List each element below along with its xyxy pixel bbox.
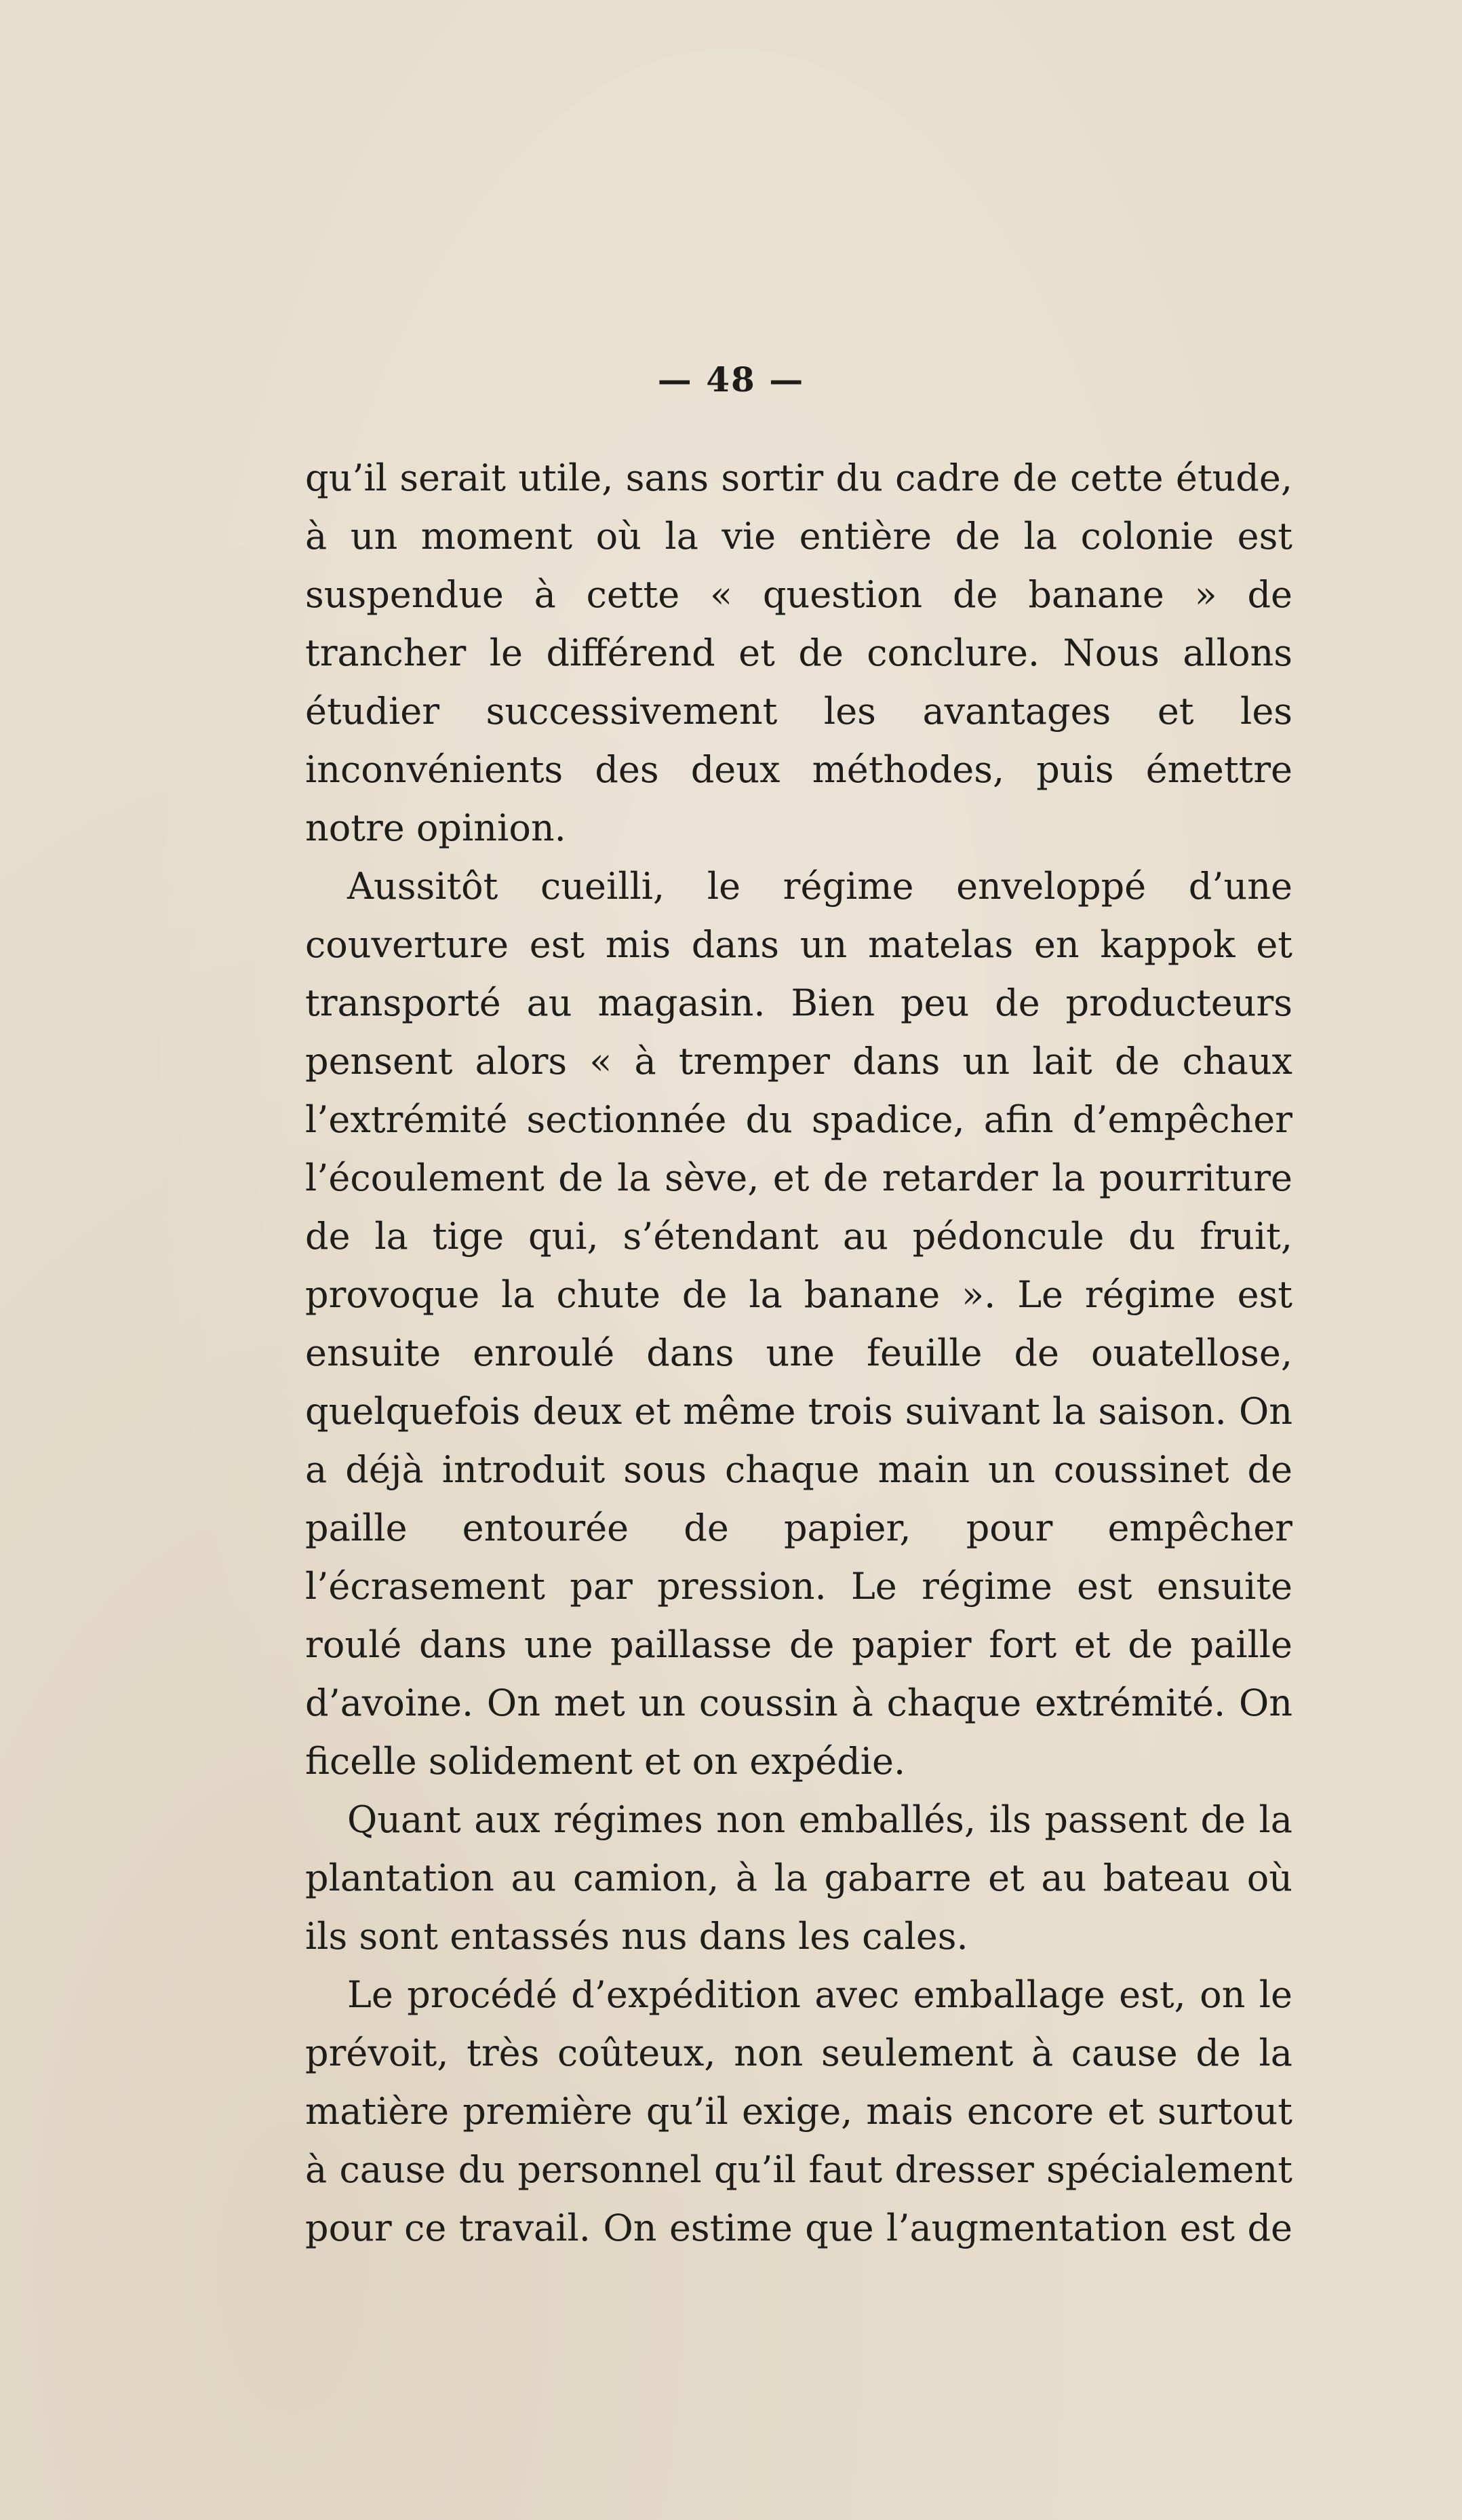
paragraph-1: qu’il serait utile, sans sortir du cadre de cette étude, à un moment où la vie entière de la colonie est suspendue à cette « question de banane » de trancher le différend et de conclure. Nous allons étudier successivement les avantages et les inconvénients des deux méthodes, puis émettre notre opinion. bbox=[305, 457, 1292, 849]
paragraph-2: Aussitôt cueilli, le régime enveloppé d’une couverture est mis dans un matelas en kappok et transporté au magasin. Bien peu de producteurs pensent alors « à tremper dans un lait de chaux l’extrémité sectionnée du spadice, afin d’empêcher l’écoulement de la sève, et de retarder la pourriture de la tige qui, s’étendant au pédoncule du fruit, provoque la chute de la banane ». Le régime est ensuite enroulé dans une feuille de ouatellose, quelquefois deux et même trois suivant la saison. On a déjà introduit sous chaque main un coussinet de paille entourée de papier, pour empêcher l’écrasement par pression. Le régime est ensuite roulé dans une paillasse de papier fort et de paille d’avoine. On met un coussin à chaque extrémité. On ficelle solidement et on expédie. bbox=[305, 865, 1292, 1783]
paragraph-3: Quant aux régimes non emballés, ils passent de la plantation au camion, à la gabarre et au bateau où ils sont entassés nus dans les cales. bbox=[305, 1798, 1292, 1958]
page-number: — 48 — bbox=[657, 360, 805, 400]
paragraph-4: Le procédé d’expédition avec emballage est, on le prévoit, très coûteux, non seulement à cause de la matière première qu’il exige, mais encore et surtout à cause du personnel qu’il faut dresser spécialement pour ce travail. On estime que l’augmentation est de bbox=[305, 1973, 1292, 2249]
body-text bbox=[305, 449, 1292, 2257]
